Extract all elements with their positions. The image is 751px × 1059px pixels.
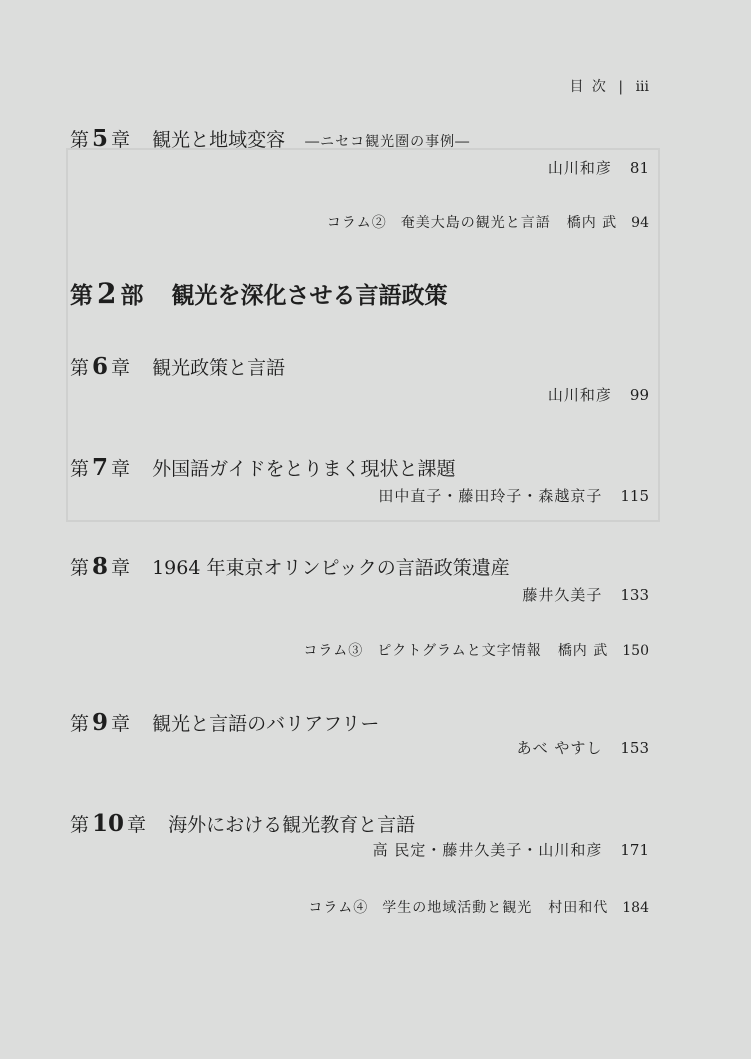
part-number: 2	[97, 277, 117, 310]
page-number: 184	[622, 900, 649, 916]
chapter-6-heading	[70, 353, 285, 380]
header-label: 目 次	[569, 79, 608, 95]
column-4-entry	[308, 897, 649, 917]
column-author: 橋内 武	[566, 215, 618, 231]
part-suffix: 部	[120, 282, 144, 309]
chapter-number: 8	[92, 553, 109, 580]
author-name: 山川和彦	[547, 159, 612, 177]
column-author: 村田和代	[548, 900, 609, 916]
page-number: 150	[622, 643, 649, 659]
author-name: 山川和彦	[547, 386, 612, 404]
page-number: 171	[620, 841, 649, 859]
part-title: 観光を深化させる言語政策	[171, 282, 448, 309]
page-number: 81	[629, 159, 649, 177]
chapter-suffix: 章	[111, 713, 131, 735]
chapter-title: 1964 年東京オリンピックの言語政策遺産	[152, 557, 510, 579]
chapter-number: 9	[92, 709, 109, 736]
chapter-9-heading	[70, 709, 379, 736]
chapter-title: 観光と言語のバリアフリー	[152, 713, 380, 735]
chapter-number: 6	[92, 353, 109, 380]
author-name: あべ やすし	[516, 739, 603, 757]
chapter-title: 観光政策と言語	[152, 357, 286, 379]
chapter-prefix: 第	[70, 129, 90, 151]
chapter-7-author-line	[378, 485, 649, 506]
column-3-entry	[303, 640, 649, 660]
column-title: 奄美大島の観光と言語	[400, 215, 551, 231]
chapter-prefix: 第	[70, 814, 90, 836]
part-2-heading	[70, 277, 448, 310]
chapter-suffix: 章	[111, 557, 131, 579]
header-separator: |	[618, 79, 626, 95]
chapter-number: 5	[92, 125, 109, 152]
column-label: コラム③	[303, 643, 364, 659]
header-page-number: iii	[635, 79, 649, 95]
chapter-7-heading	[70, 454, 456, 481]
page-number: 153	[620, 739, 649, 757]
column-label: コラム②	[326, 215, 387, 231]
chapter-10-author-line	[373, 839, 649, 860]
chapter-number: 7	[92, 454, 109, 481]
author-name: 藤井久美子	[522, 586, 603, 604]
chapter-title: 海外における観光教育と言語	[168, 814, 416, 836]
chapter-title: 観光と地域変容	[152, 129, 286, 151]
chapter-title: 外国語ガイドをとりまく現状と課題	[152, 458, 456, 480]
page-number: 94	[631, 215, 649, 231]
chapter-8-author-line	[522, 584, 649, 605]
page-number: 115	[620, 487, 649, 505]
chapter-subtitle: ―ニセコ観光圏の事例―	[305, 134, 471, 150]
chapter-suffix: 章	[127, 814, 147, 836]
chapter-prefix: 第	[70, 713, 90, 735]
chapter-number: 10	[92, 810, 125, 837]
column-2-entry	[327, 212, 649, 232]
column-title: 学生の地域活動と観光	[382, 900, 533, 916]
chapter-suffix: 章	[111, 129, 131, 151]
chapter-prefix: 第	[70, 557, 90, 579]
column-author: 橋内 武	[557, 643, 609, 659]
chapter-10-heading	[70, 810, 415, 837]
chapter-5-heading	[70, 125, 470, 152]
page-number: 99	[629, 386, 649, 404]
chapter-suffix: 章	[111, 458, 131, 480]
chapter-5-author-line	[548, 157, 649, 178]
chapter-6-author-line	[548, 384, 649, 405]
chapter-8-heading	[70, 553, 510, 580]
page-number: 133	[620, 586, 649, 604]
part-prefix: 第	[70, 282, 93, 309]
running-header	[569, 76, 649, 96]
chapter-prefix: 第	[70, 357, 90, 379]
column-title: ピクトグラムと文字情報	[377, 643, 542, 659]
chapter-suffix: 章	[111, 357, 131, 379]
author-name: 田中直子・藤田玲子・森越京子	[378, 487, 603, 505]
author-name: 高 民定・藤井久美子・山川和彦	[372, 841, 603, 859]
chapter-prefix: 第	[70, 458, 90, 480]
column-label: コラム④	[308, 900, 369, 916]
chapter-9-author-line	[517, 737, 649, 758]
